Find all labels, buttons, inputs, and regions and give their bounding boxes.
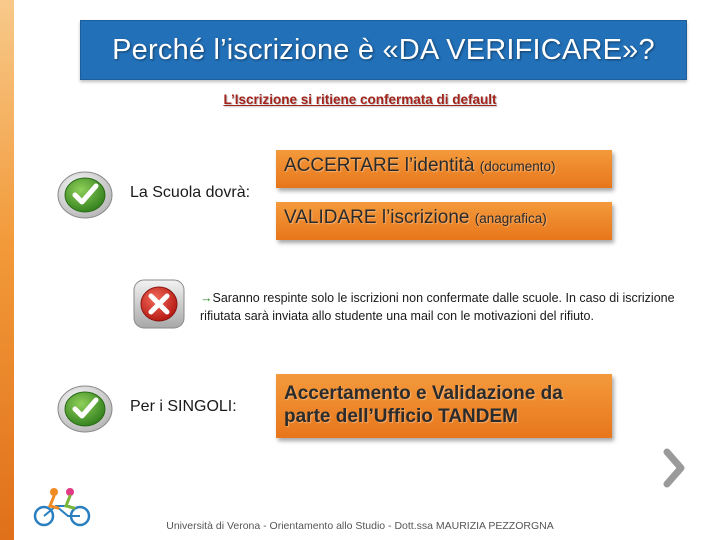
action-box-validate — [276, 202, 612, 240]
singles-label: Per i SINGOLI: — [130, 398, 237, 415]
school-label: La Scuola dovrà: — [130, 184, 251, 201]
rejection-note — [200, 289, 690, 325]
action-main-validate: VALIDARE l’iscrizione — [284, 207, 470, 228]
x-icon — [132, 278, 186, 330]
action-main-identity: ACCERTARE l’identità — [284, 155, 475, 176]
title-bar — [80, 20, 687, 80]
action-detail-identity: (documento) — [479, 159, 556, 174]
check-icon — [56, 168, 114, 220]
left-accent-stripe — [0, 0, 14, 540]
action-box-identity — [276, 150, 612, 188]
action-tandem-text: Accertamento e Validazione da parte dell’Ufficio TANDEM — [284, 383, 563, 427]
action-box-tandem — [276, 374, 612, 438]
slide-title: Perché l’iscrizione è «DA VERIFICARE»? — [112, 33, 655, 66]
action-detail-validate: (anagrafica) — [474, 211, 547, 226]
rejection-text: Saranno respinte solo le iscrizioni non confermate dalle scuole. In caso di iscrizione rifiutata sarà inviata allo studente una mail con le motivazioni del rifiuto. — [200, 291, 675, 323]
arrow-icon: → — [200, 291, 213, 305]
footer-credit: Università di Verona - Orientamento allo Studio - Dott.ssa MAURIZIA PEZZORGNA — [166, 520, 554, 532]
slide-subtitle: L’Iscrizione si ritiene confermata di default — [223, 92, 497, 107]
check-icon — [56, 382, 114, 434]
next-slide-chevron-icon[interactable] — [662, 448, 688, 488]
